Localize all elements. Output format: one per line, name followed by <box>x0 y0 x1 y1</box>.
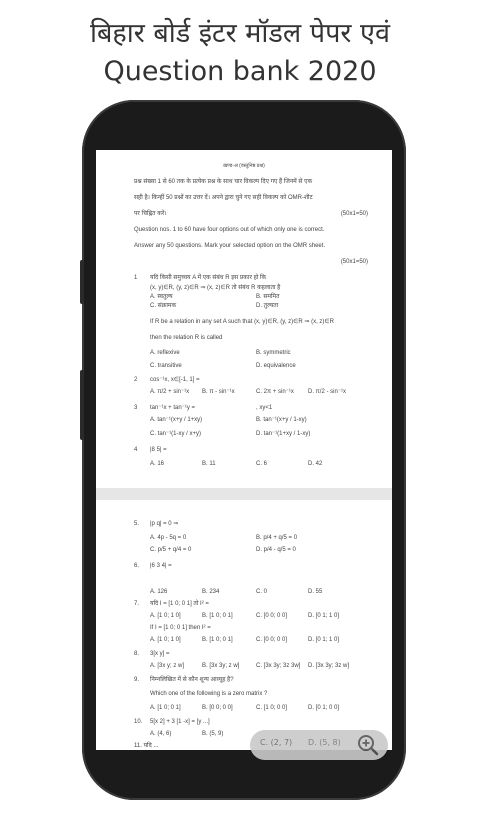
q11-text: 11. यदि ... <box>134 743 159 749</box>
q9-hindi: निम्नलिखित में से कौन शून्य आव्यूह है? <box>150 677 234 683</box>
question-number: 4 <box>134 447 138 453</box>
q1-en-option-b: B. symmetric <box>256 350 291 356</box>
header-title-line1: बिहार बोर्ड इंटर मॉडल पेपर एवं <box>89 18 390 49</box>
document-viewer[interactable] <box>96 150 392 750</box>
q6-text: |6 3 4| = <box>150 563 172 569</box>
q1-english-2: then the relation R is called <box>150 335 223 341</box>
zoom-in-icon[interactable] <box>356 733 380 757</box>
q7-option-a: A. [1 0; 1 0] <box>150 613 181 619</box>
intro-hindi-3: पर चिह्नित करें। <box>134 211 167 217</box>
q3-option-d: D. tan⁻¹(1+xy / 1-xy) <box>256 431 311 437</box>
q6-option-d: D. 55 <box>308 589 323 595</box>
q1-hindi: यदि किसी समुच्चय A में एक संबंध R इस प्रकार हो कि <box>150 275 267 281</box>
q6-option-a: A. 126 <box>150 589 168 595</box>
q3-text: tan⁻¹x + tan⁻¹y = <box>150 405 196 411</box>
q8-text: 3[x y] = <box>150 651 170 657</box>
q4-option-c: C. 6 <box>256 461 268 467</box>
q7-en-option-c: C. [0 0; 0 0] <box>256 637 288 643</box>
q1-hi-option-a: A. स्वतुल्य <box>150 294 173 300</box>
q1-hi-option-b: B. सममित <box>256 294 280 300</box>
intro-english-2: Answer any 50 questions. Mark your selected option on the OMR sheet. <box>134 243 326 249</box>
zoom-bar-text-mid: D. (5, 8) <box>308 738 341 747</box>
question-number: 5. <box>134 521 140 527</box>
q10-text: 5[x 2] + 3 [1 -x] = [y ...] <box>150 719 210 725</box>
q3-option-c: C. tan⁻¹(1-xy / x+y) <box>150 431 202 437</box>
document-page-2 <box>96 500 392 750</box>
q9-option-c: C. [1 0; 0 0] <box>256 705 288 711</box>
question-number: 3 <box>134 405 138 411</box>
question-number: 7. <box>134 601 140 607</box>
section-title: खण्ड-अ (वस्तुनिष्ठ प्रश्न) <box>223 163 265 169</box>
q4-option-d: D. 42 <box>308 461 323 467</box>
q10-option-a: A. (4, 6) <box>150 731 172 737</box>
page-separator <box>96 488 392 500</box>
q9-option-a: A. [1 0; 0 1] <box>150 705 181 711</box>
q2-option-a: A. π/2 + sin⁻¹x <box>150 389 190 395</box>
q4-text: |8 5| = <box>150 447 167 453</box>
question-number: 1 <box>134 275 138 281</box>
side-button <box>80 370 84 440</box>
q9-option-b: B. [0 0; 0 0] <box>202 705 233 711</box>
question-number: 6. <box>134 563 140 569</box>
zoom-control-bar[interactable] <box>250 730 388 760</box>
zoom-bar-text-left: C. (2, 7) <box>260 738 293 747</box>
q7-en-option-a: A. [1 0; 1 0] <box>150 637 181 643</box>
q3-condition: , xy<1 <box>256 405 273 411</box>
q1-en-option-c: C. transitive <box>150 363 182 369</box>
q6-option-b: B. 234 <box>202 589 220 595</box>
q7-english: If I = [1 0; 0 1] then I² = <box>150 625 211 631</box>
q7-en-option-d: D. [0 1; 1 0] <box>308 637 340 643</box>
q4-option-a: A. 16 <box>150 461 165 467</box>
q1-english-1: If R be a relation in any set A such that (x, y)∈R, (y, z)∈R ⇒ (x, z)∈R <box>150 319 334 325</box>
intro-hindi-1: प्रश्न संख्या 1 से 60 तक के प्रत्येक प्रश्न के साथ चार विकल्प दिए गए हैं जिनमें से एक <box>134 179 313 185</box>
q2-text: cos⁻¹x, x∈[-1, 1] = <box>150 377 200 383</box>
q7-option-c: C. [0 0; 0 0] <box>256 613 288 619</box>
q5-option-c: C. p/5 + q/4 = 0 <box>150 547 192 553</box>
intro-hindi-2: सही है। किन्हीं 50 प्रश्नों का उत्तर दें। अपने द्वारा चुने गए सही विकल्प को OMR-शीट <box>134 195 313 201</box>
q1-hi-option-d: D. तुल्यता <box>256 303 279 309</box>
q5-option-d: D. p/4 - q/5 = 0 <box>256 547 296 553</box>
document-page-1 <box>96 150 392 488</box>
q1-hi-option-c: C. संक्रामक <box>150 303 177 309</box>
volume-button <box>80 260 84 304</box>
q2-option-b: B. π - sin⁻¹x <box>202 389 235 395</box>
question-number: 9. <box>134 677 140 683</box>
q5-option-a: A. 4p - 5q = 0 <box>150 535 187 541</box>
q3-option-a: A. tan⁻¹(x+y / 1+xy) <box>150 417 203 423</box>
q7-en-option-b: B. [1 0; 0 1] <box>202 637 233 643</box>
marks-2: (50x1=50) <box>340 259 368 265</box>
q6-option-c: C. 0 <box>256 589 268 595</box>
question-number: 10. <box>134 719 143 725</box>
header-title-line2: Question bank 2020 <box>103 56 377 87</box>
q8-option-c: C. [3x 3y; 3z 3w] <box>256 663 301 669</box>
q4-option-b: B. 11 <box>202 461 216 467</box>
q5-option-b: B. p/4 + q/5 = 0 <box>256 535 298 541</box>
q2-option-c: C. 2π + sin⁻¹x <box>256 389 294 395</box>
q8-option-b: B. [3x 3y; z w] <box>202 663 240 669</box>
q8-option-d: D. [3x 3y; 3z w] <box>308 663 350 669</box>
question-number: 2 <box>134 377 138 383</box>
q5-text: |p q| = 0 ⇒ <box>150 521 179 527</box>
q1-en-option-d: D. equivalence <box>256 363 296 369</box>
q8-option-a: A. [3x y; z w] <box>150 663 185 669</box>
q1-en-option-a: A. reflexive <box>150 350 180 356</box>
q7-option-b: B. [1 0; 0 1] <box>202 613 233 619</box>
q7-option-d: D. [0 1; 1 0] <box>308 613 340 619</box>
q10-option-b: B. (5, 9) <box>202 731 224 737</box>
q1-hindi-2: (x, y)∈R, (y, z)∈R ⇒ (x, z)∈R तो संबंध R कहलाता है <box>150 285 281 291</box>
question-number: 8. <box>134 651 140 657</box>
q2-option-d: D. π/2 - sin⁻¹x <box>308 389 346 395</box>
q7-text: यदि I = [1 0; 0 1] तो I² = <box>150 601 209 607</box>
q9-option-d: D. [0 1; 0 0] <box>308 705 340 711</box>
intro-english-1: Question nos. 1 to 60 have four options out of which only one is correct. <box>134 227 325 233</box>
marks-1: (50x1=50) <box>340 211 368 217</box>
q9-english: Which one of the following is a zero matrix ? <box>150 691 268 697</box>
q3-option-b: B. tan⁻¹(x+y / 1-xy) <box>256 417 307 423</box>
